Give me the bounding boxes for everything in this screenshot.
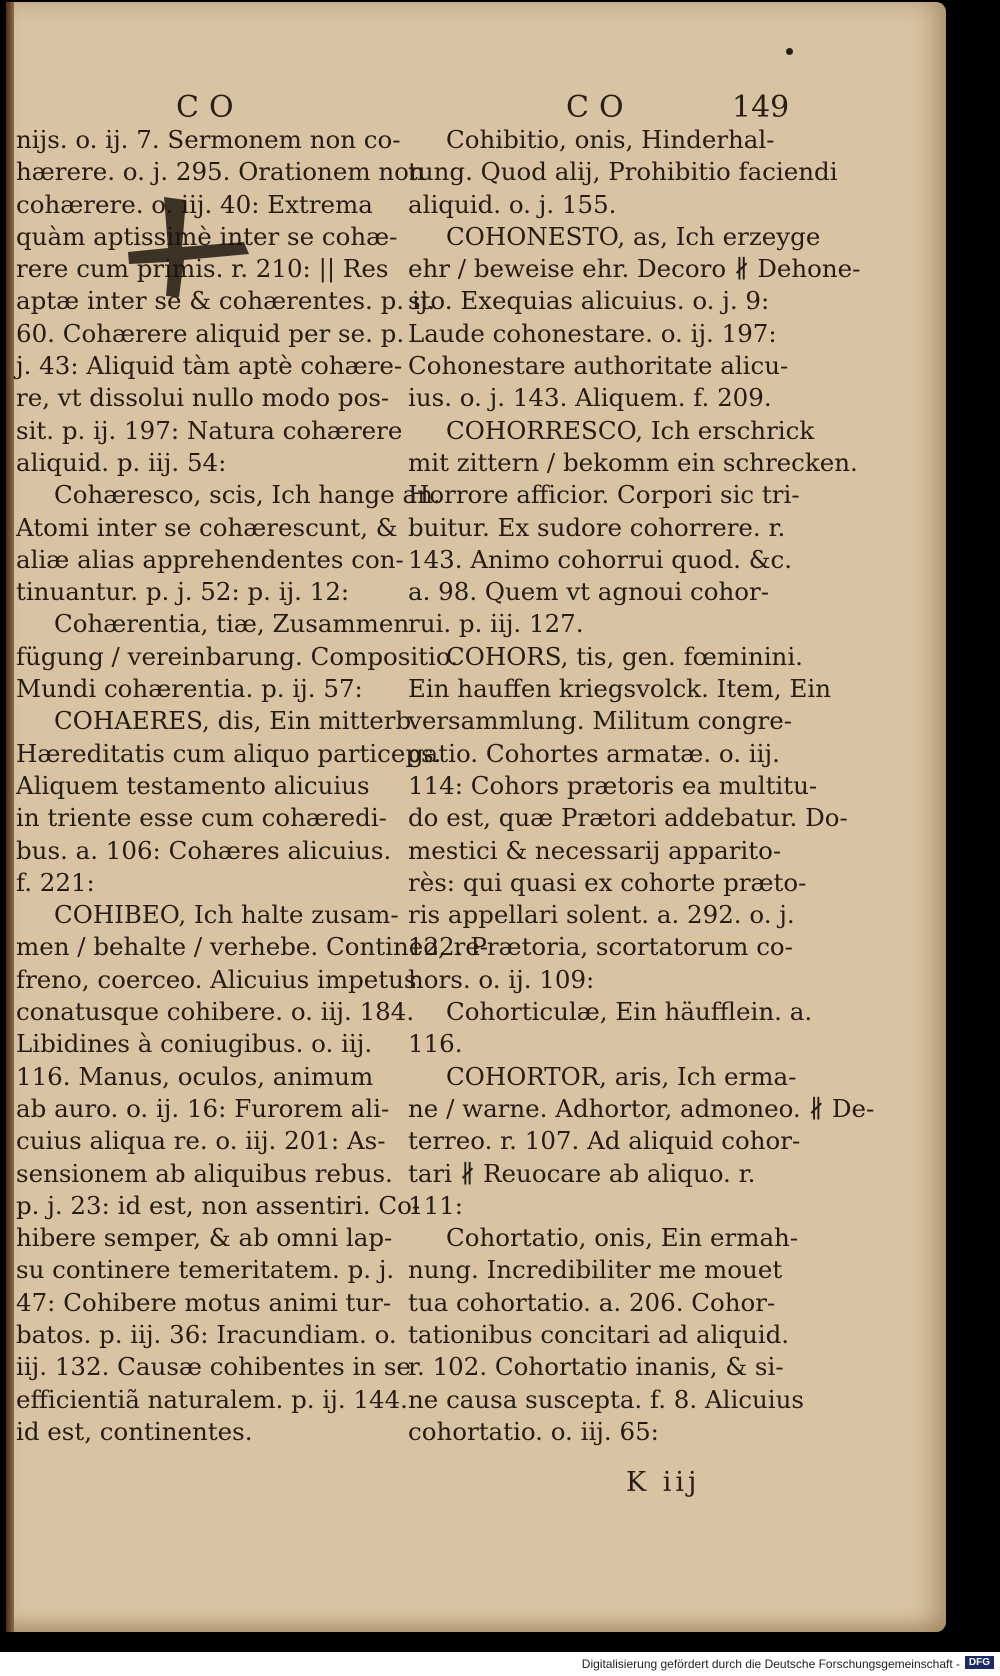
text-line: sensionem ab aliquibus rebus. [16, 1158, 393, 1188]
text-line: ne / warne. Adhortor, admoneo. ∦ De- [408, 1093, 875, 1123]
text-line: in triente esse cum cohæredi- [16, 803, 387, 833]
text-line: 116. Manus, oculos, animum [16, 1061, 374, 1091]
text-line: Cohortatio, onis, Ein ermah- [446, 1223, 799, 1253]
text-line: j. 43: Aliquid tàm aptè cohære- [16, 351, 403, 381]
catchword-signature: K iij [626, 1467, 701, 1498]
text-line: bus. a. 106: Cohæres alicuius. [16, 835, 392, 865]
text-line: Libidines à coniugibus. o. iij. [16, 1029, 373, 1059]
right-text-column [408, 124, 875, 1448]
text-line: Cohorticulæ, Ein häufflein. a. [446, 997, 813, 1027]
text-line: Cohonestare authoritate alicu- [408, 351, 789, 381]
text-line: Laude cohonestare. o. ij. 197: [408, 318, 777, 348]
ink-blot-mark [124, 192, 254, 302]
text-line: men / behalte / verhebe. Contineo, re- [16, 932, 489, 962]
text-line: fügung / vereinbarung. Compositio. [16, 641, 458, 671]
text-line: Cohærentia, tiæ, Zusammen [54, 609, 410, 639]
text-line: versammlung. Militum congre- [408, 706, 793, 736]
text-line: r. 102. Cohortatio inanis, & si- [408, 1352, 784, 1382]
footer-credit: Digitalisierung gefördert durch die Deutsche Forschungsgemeinschaft - [581, 1657, 960, 1671]
text-line: efficientiã naturalem. p. ij. 144. [16, 1384, 408, 1414]
text-line: nung. Incredibiliter me mouet [408, 1255, 783, 1285]
book-page [6, 2, 946, 1632]
dfg-logo: DFG [965, 1656, 994, 1669]
text-line: aptæ inter se & cohærentes. p. ij. [16, 286, 436, 316]
text-line: cuius aliqua re. o. iij. 201: As- [16, 1126, 386, 1156]
text-line: ne causa suscepta. f. 8. Alicuius [408, 1384, 804, 1414]
text-line: 47: Cohibere motus animi tur- [16, 1287, 392, 1317]
text-line: Aliquem testamento alicuius [16, 770, 370, 800]
text-line: tari ∦ Reuocare ab aliquo. r. [408, 1158, 756, 1188]
text-line: Cohibitio, onis, Hinderhal- [446, 125, 775, 154]
text-line: iij. 132. Causæ cohibentes in se [16, 1352, 411, 1382]
text-line: mestici & necessarij apparito- [408, 835, 782, 865]
text-line: hærere. o. j. 295. Orationem non [16, 157, 425, 187]
text-line: COHORS, tis, gen. fœminini. [446, 641, 803, 671]
text-line: ris appellari solent. a. 292. o. j. [408, 900, 795, 930]
text-line: cohortatio. o. iij. 65: [408, 1416, 659, 1446]
text-line: 60. Cohærere aliquid per se. p. [16, 318, 405, 348]
running-head-right: CO [566, 90, 634, 125]
text-line: COHORTOR, aris, Ich erma- [446, 1061, 797, 1091]
text-line: aliæ alias apprehendentes con- [16, 544, 404, 574]
text-line: cohærere. o. iij. 40: Extrema [16, 189, 373, 219]
text-line: tinuantur. p. j. 52: p. ij. 12: [16, 577, 350, 607]
text-line: terreo. r. 107. Ad aliquid cohor- [408, 1126, 801, 1156]
digitization-footer [0, 1652, 1000, 1676]
text-line: rere cum primis. r. 210: || Res [16, 254, 389, 284]
text-line: batos. p. iij. 36: Iracundiam. o. [16, 1319, 397, 1349]
text-line: id est, continentes. [16, 1416, 253, 1446]
text-line: COHIBEO, Ich halte zusam- [54, 900, 399, 930]
text-line: ehr / beweise ehr. Decoro ∦ Dehone- [408, 254, 861, 284]
text-line: nijs. o. ij. 7. Sermonem non co- [16, 125, 401, 154]
text-line: Mundi cohærentia. p. ij. 57: [16, 674, 363, 704]
text-line: 122. Prætoria, scortatorum co- [408, 932, 793, 962]
text-line: buitur. Ex sudore cohorrere. r. [408, 512, 786, 542]
text-line: Ein hauffen kriegsvolck. Item, Ein [408, 674, 831, 704]
text-line: tationibus concitari ad aliquid. [408, 1319, 790, 1349]
text-line: quàm aptissimè inter se cohæ- [16, 221, 398, 251]
text-line: f. 221: [16, 867, 95, 897]
text-line: hibere semper, & ab omni lap- [16, 1223, 393, 1253]
text-line: sto. Exequias alicuius. o. j. 9: [408, 286, 770, 316]
page-number: 149 [732, 90, 790, 125]
text-line: rui. p. iij. 127. [408, 609, 584, 639]
text-line: re, vt dissolui nullo modo pos- [16, 383, 390, 413]
text-line: aliquid. p. iij. 54: [16, 447, 227, 477]
text-line: 114: Cohors prætoris ea multitu- [408, 770, 818, 800]
text-line: ius. o. j. 143. Aliquem. f. 209. [408, 383, 772, 413]
text-line: hors. o. ij. 109: [408, 964, 595, 994]
text-line: gatio. Cohortes armatæ. o. iij. [408, 738, 780, 768]
running-head-left: CO [176, 90, 244, 125]
text-line: tung. Quod alij, Prohibitio faciendi [408, 157, 838, 187]
text-line: rès: qui quasi ex cohorte præto- [408, 867, 807, 897]
text-line: su continere temeritatem. p. j. [16, 1255, 395, 1285]
text-line: tua cohortatio. a. 206. Cohor- [408, 1287, 776, 1317]
text-line: do est, quæ Prætori addebatur. Do- [408, 803, 848, 833]
text-line: Hæreditatis cum aliquo particeps. [16, 738, 442, 768]
text-line: 116. [408, 1029, 463, 1059]
text-line: freno, coerceo. Alicuius impetus [16, 964, 417, 994]
text-line: COHAERES, dis, Ein mitterb. [54, 706, 419, 736]
text-line: COHONESTO, as, Ich erzeyge [446, 221, 821, 251]
text-line: aliquid. o. j. 155. [408, 189, 617, 219]
text-line: p. j. 23: id est, non assentiri. Co- [16, 1190, 421, 1220]
text-line: Cohæresco, scis, Ich hange an. [54, 480, 441, 510]
text-line: sit. p. ij. 197: Natura cohærere [16, 415, 403, 445]
ink-speck [786, 48, 793, 55]
text-line: Horrore afficior. Corpori sic tri- [408, 480, 800, 510]
text-line: a. 98. Quem vt agnoui cohor- [408, 577, 770, 607]
book-spine [6, 2, 14, 1632]
text-line: 111: [408, 1190, 464, 1220]
text-line: COHORRESCO, Ich erschrick [446, 415, 815, 445]
text-line: ab auro. o. ij. 16: Furorem ali- [16, 1093, 390, 1123]
text-line: conatusque cohibere. o. iij. 184. [16, 997, 415, 1027]
text-line: mit zittern / bekomm ein schrecken. [408, 447, 858, 477]
text-line: 143. Animo cohorrui quod. &c. [408, 544, 793, 574]
text-line: Atomi inter se cohærescunt, & [16, 512, 398, 542]
